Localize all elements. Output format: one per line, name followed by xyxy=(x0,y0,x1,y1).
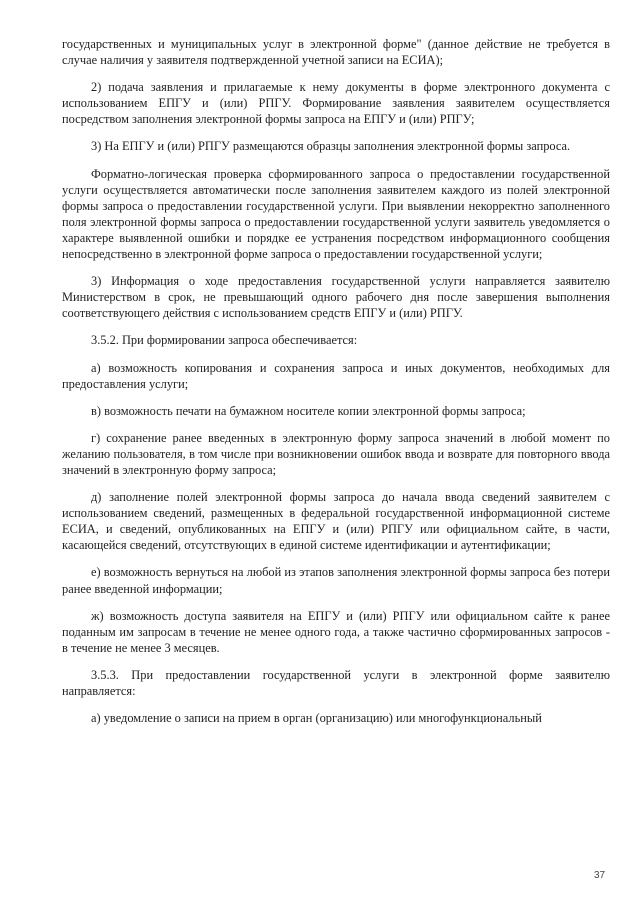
page-number: 37 xyxy=(594,870,606,881)
paragraph: государственных и муниципальных услуг в электронной форме" (данное действие не требуется в случае наличия у заявителя подтвержденной учетной записи на ЕСИА); xyxy=(62,37,610,68)
paragraph: в) возможность печати на бумажном носителе копии электронной формы запроса; xyxy=(91,403,526,418)
paragraph: 3) Информация о ходе предоставления государственной услуги направляется заявителю Министерством в срок, не превышающий одного рабочего дня после завершения выполнения соответствующего действия с использованием средств ЕПГУ и (или) РПГУ. xyxy=(62,274,610,321)
section-heading: 3.5.2. При формировании запроса обеспечивается: xyxy=(91,333,358,348)
document-page xyxy=(62,36,610,737)
paragraph: 3) На ЕПГУ и (или) РПГУ размещаются образцы заполнения электронной формы запроса. xyxy=(91,139,571,154)
paragraph: д) заполнение полей электронной формы запроса до начала ввода сведений заявителем с использованием сведений, размещенных в федеральной государственной информационной системе ЕСИА, и сведений, опубликованных на ЕПГУ и (или) РПГУ или официальном сайте, в части, касающейся сведений, отсутствующих в единой системе идентификации и аутентификации; xyxy=(62,490,610,553)
section-heading: 3.5.3. При предоставлении государственной услуги в электронной форме заявителю направляется: xyxy=(62,667,610,698)
paragraph: а) уведомление о записи на прием в орган (организацию) или многофункциональный xyxy=(91,711,542,726)
paragraph: г) сохранение ранее введенных в электронную форму запроса значений в любой момент по желанию пользователя, в том числе при возникновении ошибок ввода и возврате для повторного ввода значений в электронную форму запроса; xyxy=(62,430,610,477)
paragraph: Форматно-логическая проверка сформированного запроса о предоставлении государственной услуги осуществляется автоматически после заполнения заявителем каждого из полей электронной формы запроса о предоставлении государственной услуги. При выявлении некорректно заполненного поля электронной формы запроса о предоставлении государственной услуги заявитель уведомляется о характере выявленной ошибки и порядке ее устранения посредством информационного сообщения непосредственно в электронной форме запроса о предоставлении государственной услуги; xyxy=(62,166,610,262)
paragraph: е) возможность вернуться на любой из этапов заполнения электронной формы запроса без потери ранее введенной информации; xyxy=(62,565,610,596)
paragraph: а) возможность копирования и сохранения запроса и иных документов, необходимых для предоставления услуги; xyxy=(62,360,610,391)
paragraph: ж) возможность доступа заявителя на ЕПГУ и (или) РПГУ или официальном сайте к ранее поданным им запросам в течение не менее одного года, а также частично сформированных запросов - в течение не менее 3 месяцев. xyxy=(62,608,610,655)
paragraph: 2) подача заявления и прилагаемые к нему документы в форме электронного документа с использованием ЕПГУ и (или) РПГУ. Формирование заявления заявителем осуществляется посредством заполнения электронной формы запроса на ЕПГУ и (или) РПГУ; xyxy=(62,80,610,127)
